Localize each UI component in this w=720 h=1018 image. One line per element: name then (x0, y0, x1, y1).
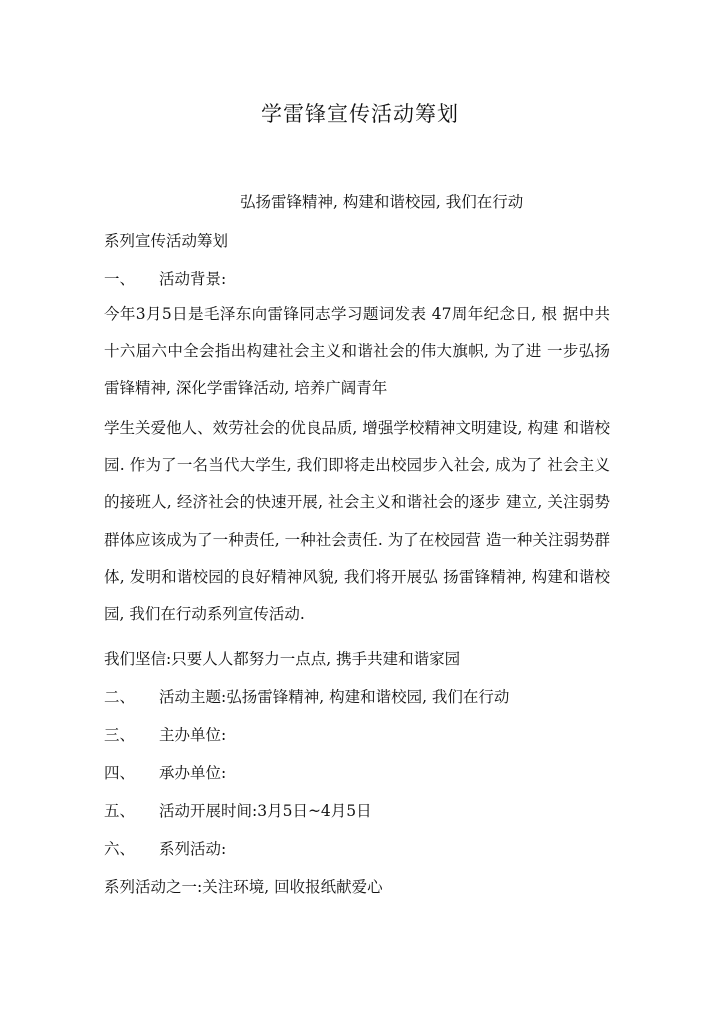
section-number: 四、 (104, 764, 136, 782)
section-number: 五、 (104, 802, 136, 820)
section-number: 一、 (104, 270, 136, 288)
section-text: 活动背景: (159, 270, 227, 288)
section-text: 主办单位: (159, 726, 227, 744)
section-number: 二、 (104, 688, 136, 706)
series-plan-line: 系列宣传活动筹划 (104, 232, 229, 250)
background-paragraph-2: 学生关爱他人、效劳社会的优良品质, 增强学校精神文明建设, 构建 和谐校园. 作为了一名当代大学生, 我们即将走出校园步入社会, 成为了 社会主义的接班人, 经济社会的快速开展, 社会主义和谐社会的逐步 建立, 关注弱势群体应该成为了一种责任, 一种社会责任. 为了在校园营 造一种关注弱势群体, 发明和谐校园的良好精神风貌, 我们将开展弘 扬雷锋精神, 构建和谐校园, 我们在行动系列宣传活动. (104, 419, 610, 624)
section-text: 承办单位: (159, 764, 227, 782)
section-6-heading (104, 837, 226, 859)
section-number: 六、 (104, 840, 136, 858)
section-1-heading (104, 267, 226, 289)
section-3-heading (104, 723, 226, 745)
series-activity-1-line: 系列活动之一:关注环境, 回收报纸献爱心 (104, 878, 383, 896)
section-number: 三、 (104, 726, 136, 744)
section-text: 活动主题:弘扬雷锋精神, 构建和谐校园, 我们在行动 (159, 688, 510, 706)
section-4-heading (104, 761, 226, 783)
section-5-heading (104, 799, 372, 821)
section-text: 活动开展时间:3月5日~4月5日 (159, 802, 372, 820)
document-title: 学雷锋宣传活动筹划 (261, 102, 459, 126)
section-2-heading (104, 685, 509, 707)
background-paragraph-1: 今年3月5日是毛泽东向雷锋同志学习题词发表 47周年纪念日, 根 据中共十六届六中全会指出构建社会主义和谐社会的伟大旗帜, 为了进 一步弘扬雷锋精神, 深化学雷锋活动, 培养广阔青年 (104, 305, 610, 398)
section-text: 系列活动: (159, 840, 227, 858)
belief-line: 我们坚信:只要人人都努力一点点, 携手共建和谐家园 (104, 650, 461, 668)
document-subtitle: 弘扬雷锋精神, 构建和谐校园, 我们在行动 (240, 193, 524, 211)
